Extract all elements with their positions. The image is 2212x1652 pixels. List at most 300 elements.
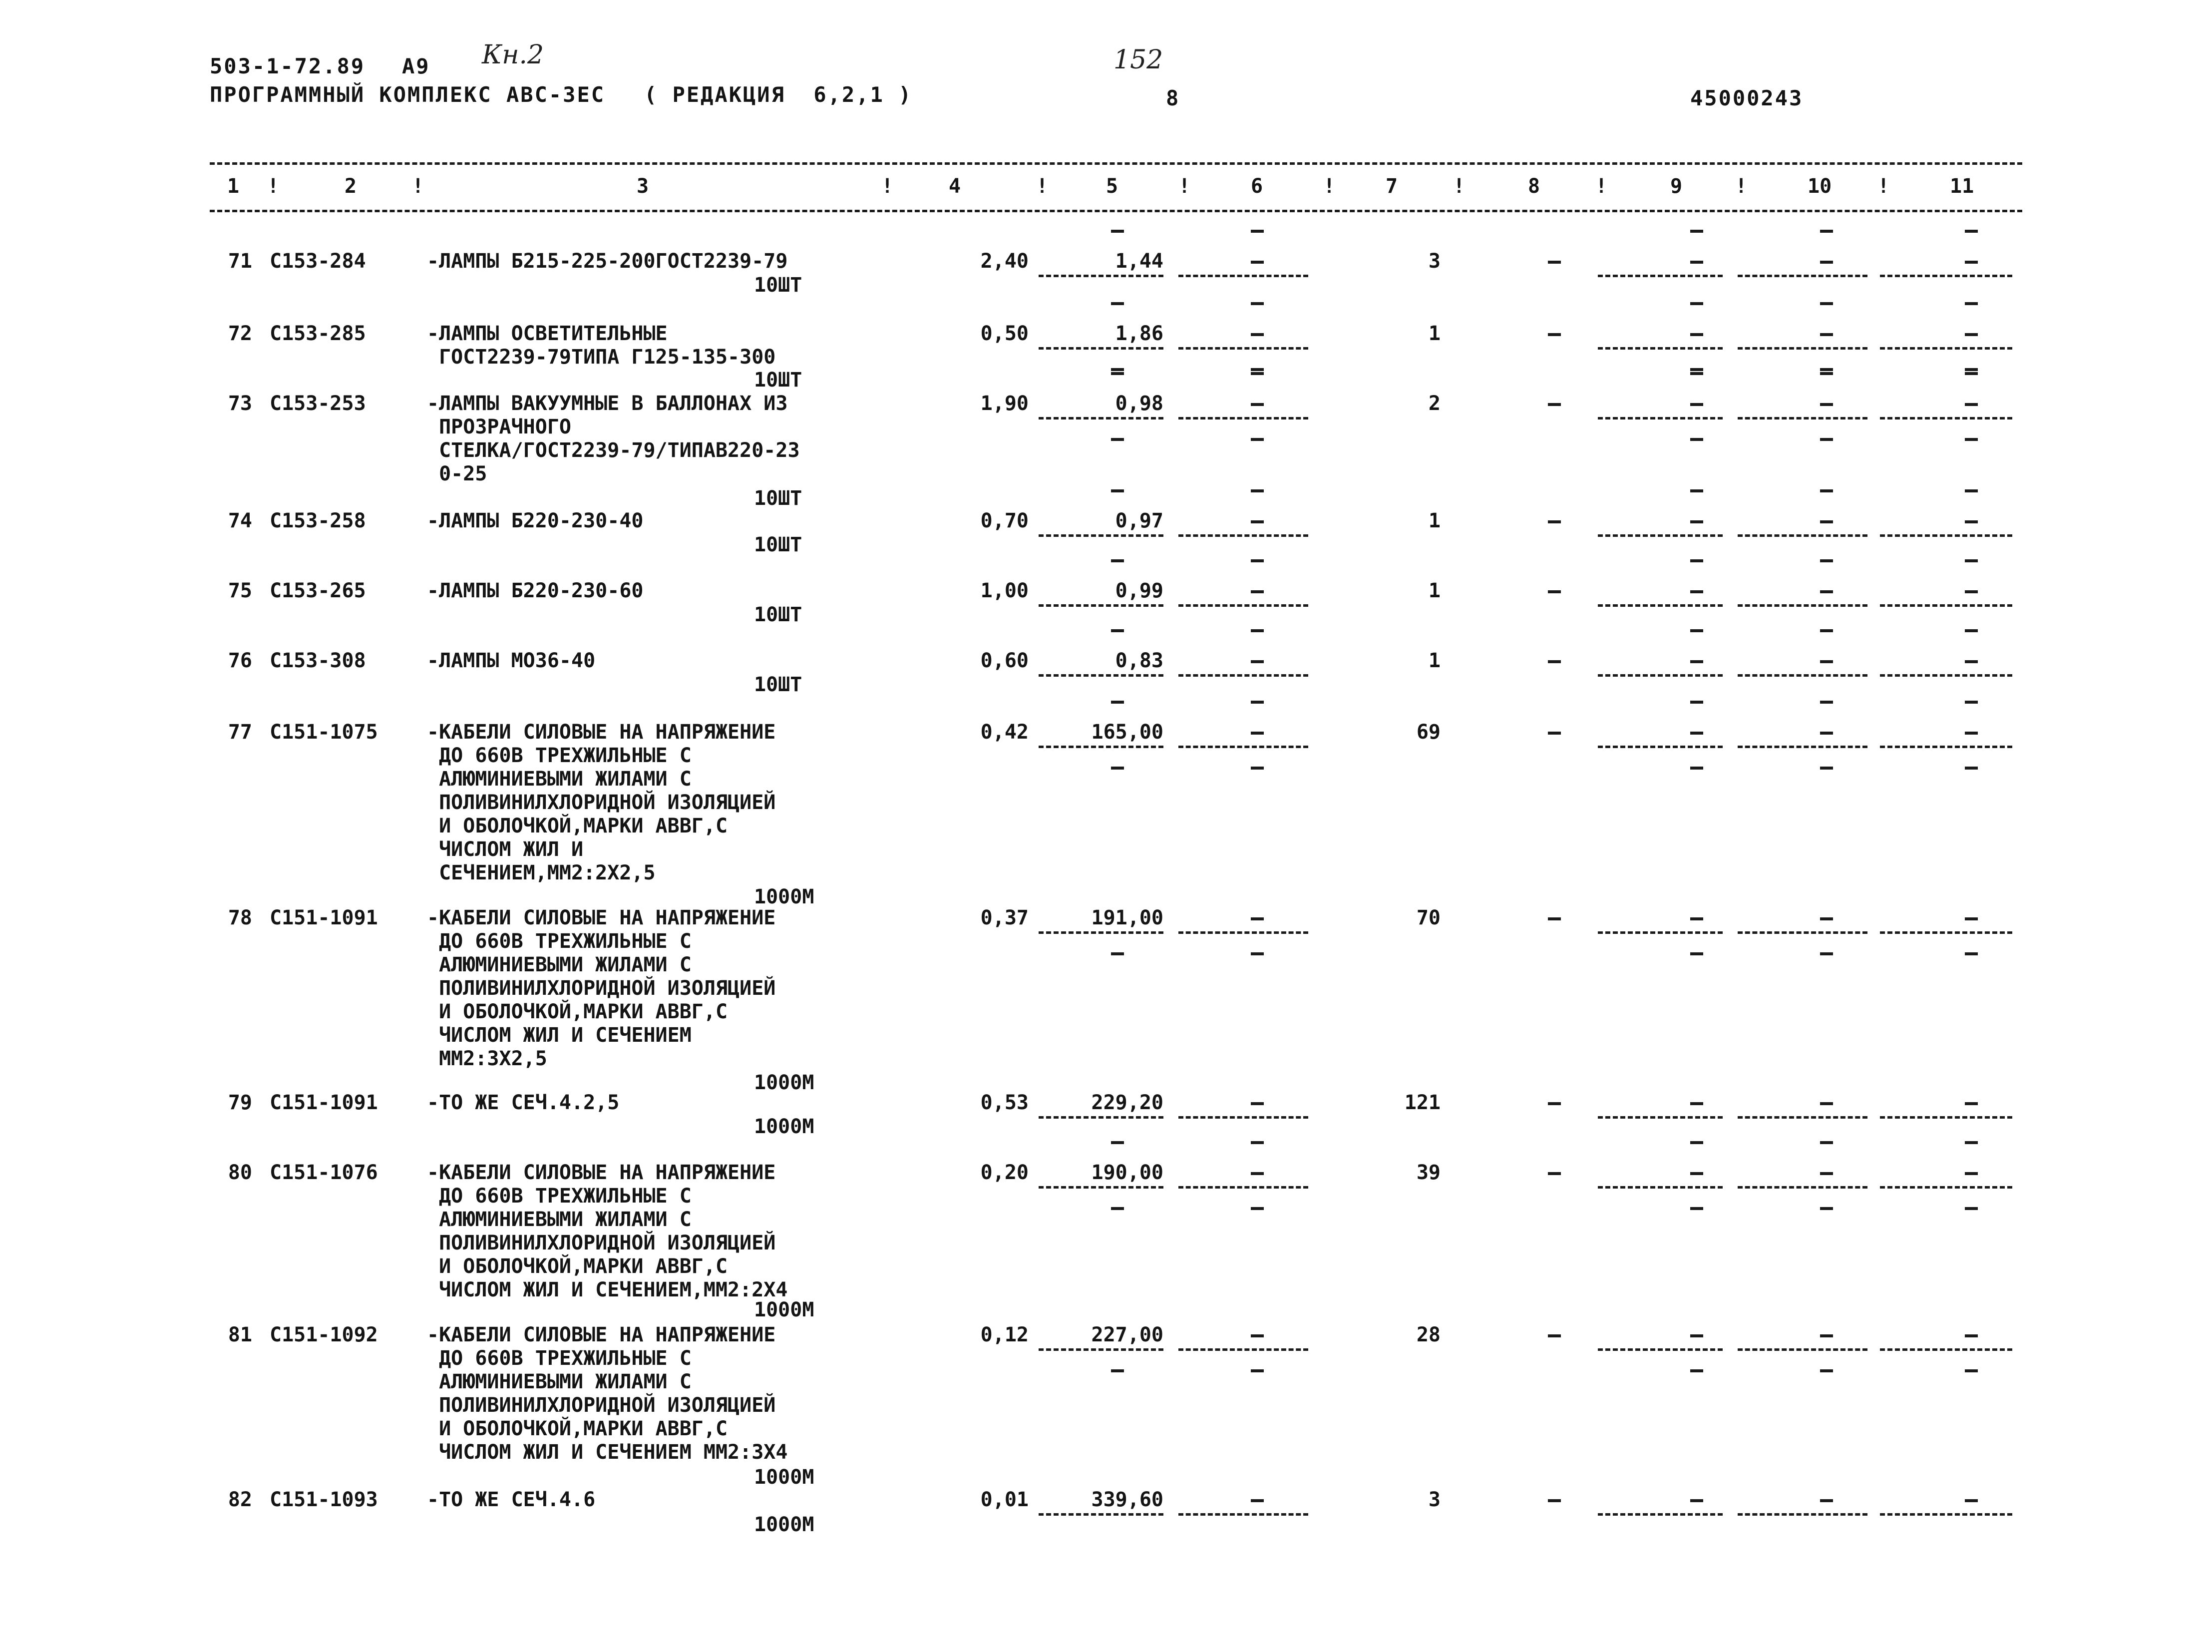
empty-value-dash bbox=[1548, 520, 1561, 523]
column-separator: ! bbox=[267, 175, 280, 198]
empty-value-dash bbox=[1251, 1499, 1264, 1502]
empty-value-dash bbox=[1965, 629, 1978, 632]
empty-value-dash bbox=[1251, 660, 1264, 663]
empty-value-dash bbox=[1251, 261, 1264, 264]
row-description: -ЛАМПЫ ВАКУУМНЫЕ В БАЛЛОНАХ ИЗ ПРОЗРАЧНОГО СТЕЛКА/ГОСТ2239-79/ТИПАВ220-23 0-25 bbox=[427, 392, 800, 485]
empty-value-dash bbox=[1251, 333, 1264, 336]
cell-underline bbox=[1178, 275, 1308, 277]
empty-value-dash bbox=[1111, 489, 1124, 492]
cell-underline bbox=[1880, 604, 2012, 607]
column-separator: ! bbox=[1735, 175, 1748, 198]
empty-value-dash bbox=[1690, 767, 1703, 770]
cell-underline bbox=[1039, 1348, 1163, 1351]
column-header-8: 8 bbox=[1528, 175, 1540, 198]
row-value-col4: 0,53 bbox=[980, 1091, 1029, 1114]
row-number: 76 bbox=[228, 649, 252, 672]
empty-value-dash bbox=[1251, 917, 1264, 920]
row-value-col5: 229,20 bbox=[1091, 1091, 1163, 1114]
cell-underline bbox=[1178, 1186, 1308, 1189]
empty-value-dash bbox=[1965, 403, 1978, 406]
empty-value-dash bbox=[1548, 660, 1561, 663]
empty-value-dash bbox=[1965, 559, 1978, 562]
cell-underline bbox=[1880, 931, 2012, 934]
empty-value-dash bbox=[1690, 1499, 1703, 1502]
empty-value-dash bbox=[1690, 629, 1703, 632]
empty-value-dash bbox=[1820, 1141, 1833, 1144]
empty-value-dash bbox=[1965, 372, 1978, 375]
row-unit: 10ШТ bbox=[754, 603, 802, 626]
row-number: 74 bbox=[228, 509, 252, 532]
column-separator: ! bbox=[1453, 175, 1466, 198]
row-value-col5: 1,86 bbox=[1115, 322, 1163, 345]
sheet-number: 8 bbox=[1166, 86, 1180, 110]
cell-underline bbox=[1598, 931, 1723, 934]
row-value-col4: 0,37 bbox=[980, 906, 1029, 929]
cell-underline bbox=[1598, 1186, 1723, 1189]
cell-underline bbox=[1039, 1186, 1163, 1189]
empty-value-dash bbox=[1690, 701, 1703, 704]
row-value-col7: 69 bbox=[1416, 721, 1441, 744]
empty-value-dash bbox=[1690, 1102, 1703, 1105]
empty-value-dash bbox=[1820, 1499, 1833, 1502]
empty-value-dash bbox=[1111, 952, 1124, 955]
cell-underline bbox=[1598, 417, 1723, 419]
cell-underline bbox=[1880, 275, 2012, 277]
empty-value-dash bbox=[1820, 1334, 1833, 1337]
doc-number: 45000243 bbox=[1690, 86, 1804, 110]
empty-value-dash bbox=[1251, 438, 1264, 441]
row-value-col5: 1,44 bbox=[1115, 250, 1163, 273]
row-value-col7: 1 bbox=[1428, 322, 1441, 345]
cell-underline bbox=[1880, 347, 2012, 350]
cell-underline bbox=[1880, 417, 2012, 419]
column-separator: ! bbox=[881, 175, 894, 198]
doc-code: 503-1-72.89 bbox=[210, 54, 366, 78]
empty-value-dash bbox=[1965, 1499, 1978, 1502]
cell-underline bbox=[1039, 1116, 1163, 1119]
cell-underline bbox=[1738, 417, 1867, 419]
empty-value-dash bbox=[1690, 1334, 1703, 1337]
row-description: -ЛАМПЫ МО36-40 bbox=[427, 649, 596, 672]
empty-value-dash bbox=[1251, 302, 1264, 305]
row-value-col7: 1 bbox=[1428, 649, 1441, 672]
row-code: С153-284 bbox=[270, 250, 366, 273]
empty-value-dash bbox=[1965, 590, 1978, 593]
cell-underline bbox=[1178, 931, 1308, 934]
row-value-col7: 3 bbox=[1428, 250, 1441, 273]
row-number: 78 bbox=[228, 906, 252, 929]
row-number: 75 bbox=[228, 579, 252, 602]
empty-value-dash bbox=[1820, 767, 1833, 770]
cell-underline bbox=[1598, 534, 1723, 537]
row-value-col5: 339,60 bbox=[1091, 1488, 1163, 1511]
row-code: С153-253 bbox=[270, 392, 366, 415]
cell-underline bbox=[1039, 275, 1163, 277]
cell-underline bbox=[1178, 1513, 1308, 1516]
empty-value-dash bbox=[1111, 1369, 1124, 1372]
cell-underline bbox=[1880, 534, 2012, 537]
cell-underline bbox=[1738, 674, 1867, 677]
empty-value-dash bbox=[1251, 1102, 1264, 1105]
cell-underline bbox=[1738, 347, 1867, 350]
cell-underline bbox=[1598, 1348, 1723, 1351]
row-value-col5: 0,98 bbox=[1115, 392, 1163, 415]
cell-underline bbox=[1039, 746, 1163, 748]
row-description: -ТО ЖЕ СЕЧ.4.6 bbox=[427, 1488, 596, 1511]
empty-value-dash bbox=[1690, 520, 1703, 523]
empty-value-dash bbox=[1548, 590, 1561, 593]
empty-value-dash bbox=[1690, 1369, 1703, 1372]
empty-value-dash bbox=[1690, 368, 1703, 371]
row-value-col4: 0,60 bbox=[980, 649, 1029, 672]
cell-underline bbox=[1880, 674, 2012, 677]
cell-underline bbox=[1738, 931, 1867, 934]
empty-value-dash bbox=[1690, 590, 1703, 593]
row-code: С151-1075 bbox=[270, 721, 378, 744]
empty-value-dash bbox=[1965, 1172, 1978, 1175]
cell-underline bbox=[1178, 746, 1308, 748]
column-separator: ! bbox=[1595, 175, 1608, 198]
empty-value-dash bbox=[1965, 1369, 1978, 1372]
empty-value-dash bbox=[1251, 1207, 1264, 1210]
empty-value-dash bbox=[1965, 438, 1978, 441]
empty-value-dash bbox=[1965, 732, 1978, 735]
empty-value-dash bbox=[1690, 1207, 1703, 1210]
empty-value-dash bbox=[1820, 1172, 1833, 1175]
cell-underline bbox=[1880, 1348, 2012, 1351]
row-unit: 10ШТ bbox=[754, 533, 802, 556]
row-code: С153-258 bbox=[270, 509, 366, 532]
row-code: С153-308 bbox=[270, 649, 366, 672]
empty-value-dash bbox=[1111, 701, 1124, 704]
row-unit: 1000М bbox=[754, 1115, 814, 1138]
row-code: С151-1076 bbox=[270, 1161, 378, 1184]
row-code: С153-265 bbox=[270, 579, 366, 602]
row-description: -КАБЕЛИ СИЛОВЫЕ НА НАПРЯЖЕНИЕ ДО 660В ТРЕХЖИЛЬНЫЕ С АЛЮМИНИЕВЫМИ ЖИЛАМИ С ПОЛИВИНИЛХЛОРИДНОЙ ИЗОЛЯЦИЕЙ И ОБОЛОЧКОЙ,МАРКИ АВВГ,С ЧИСЛОМ ЖИЛ И СЕЧЕНИЕМ,ММ2:2Х4 bbox=[427, 1161, 788, 1301]
empty-value-dash bbox=[1548, 1102, 1561, 1105]
row-description: -ЛАМПЫ ОСВЕТИТЕЛЬНЫЕ ГОСТ2239-79ТИПА Г125-135-300 bbox=[427, 322, 776, 369]
row-unit: 1000М bbox=[754, 1513, 814, 1536]
row-value-col5: 191,00 bbox=[1091, 906, 1163, 929]
cell-underline bbox=[1178, 347, 1308, 350]
empty-value-dash bbox=[1251, 952, 1264, 955]
empty-value-dash bbox=[1965, 1334, 1978, 1337]
empty-value-dash bbox=[1690, 1172, 1703, 1175]
empty-value-dash bbox=[1820, 590, 1833, 593]
row-description: -КАБЕЛИ СИЛОВЫЕ НА НАПРЯЖЕНИЕ ДО 660В ТРЕХЖИЛЬНЫЕ С АЛЮМИНИЕВЫМИ ЖИЛАМИ С ПОЛИВИНИЛХЛОРИДНОЙ ИЗОЛЯЦИЕЙ И ОБОЛОЧКОЙ,МАРКИ АВВГ,С ЧИСЛОМ ЖИЛ И СЕЧЕНИЕМ ММ2:3Х2,5 bbox=[427, 906, 776, 1070]
empty-value-dash bbox=[1111, 230, 1124, 233]
empty-value-dash bbox=[1965, 767, 1978, 770]
cell-underline bbox=[1738, 1186, 1867, 1189]
cell-underline bbox=[1039, 417, 1163, 419]
empty-value-dash bbox=[1820, 372, 1833, 375]
cell-underline bbox=[1178, 534, 1308, 537]
empty-value-dash bbox=[1820, 1207, 1833, 1210]
empty-value-dash bbox=[1548, 732, 1561, 735]
empty-value-dash bbox=[1690, 952, 1703, 955]
empty-value-dash bbox=[1690, 489, 1703, 492]
empty-value-dash bbox=[1820, 230, 1833, 233]
empty-value-dash bbox=[1820, 368, 1833, 371]
row-code: С151-1092 bbox=[270, 1323, 378, 1346]
column-header-4: 4 bbox=[949, 175, 961, 198]
cell-underline bbox=[1598, 347, 1723, 350]
column-separator: ! bbox=[1036, 175, 1049, 198]
cell-underline bbox=[1039, 674, 1163, 677]
empty-value-dash bbox=[1251, 1172, 1264, 1175]
empty-value-dash bbox=[1690, 438, 1703, 441]
empty-value-dash bbox=[1690, 660, 1703, 663]
empty-value-dash bbox=[1965, 368, 1978, 371]
empty-value-dash bbox=[1111, 302, 1124, 305]
cell-underline bbox=[1598, 604, 1723, 607]
empty-value-dash bbox=[1251, 1369, 1264, 1372]
empty-value-dash bbox=[1111, 767, 1124, 770]
cell-underline bbox=[1178, 674, 1308, 677]
empty-value-dash bbox=[1690, 302, 1703, 305]
empty-value-dash bbox=[1965, 489, 1978, 492]
empty-value-dash bbox=[1251, 368, 1264, 371]
column-header-11: 11 bbox=[1950, 175, 1974, 198]
edition-label: ( РЕДАКЦИЯ 6,2,1 ) bbox=[644, 82, 913, 107]
row-value-col4: 0,50 bbox=[980, 322, 1029, 345]
empty-value-dash bbox=[1111, 629, 1124, 632]
cell-underline bbox=[1039, 604, 1163, 607]
cell-underline bbox=[1738, 604, 1867, 607]
empty-value-dash bbox=[1111, 368, 1124, 371]
row-value-col5: 0,97 bbox=[1115, 509, 1163, 532]
column-header-3: 3 bbox=[637, 175, 649, 198]
cell-underline bbox=[1178, 1116, 1308, 1119]
empty-value-dash bbox=[1820, 403, 1833, 406]
row-value-col7: 28 bbox=[1416, 1323, 1441, 1346]
empty-value-dash bbox=[1251, 1141, 1264, 1144]
row-code: С151-1093 bbox=[270, 1488, 378, 1511]
row-code: С153-285 bbox=[270, 322, 366, 345]
empty-value-dash bbox=[1820, 302, 1833, 305]
empty-value-dash bbox=[1690, 403, 1703, 406]
row-value-col4: 0,70 bbox=[980, 509, 1029, 532]
empty-value-dash bbox=[1820, 952, 1833, 955]
empty-value-dash bbox=[1548, 261, 1561, 264]
empty-value-dash bbox=[1820, 261, 1833, 264]
row-description: -ТО ЖЕ СЕЧ.4.2,5 bbox=[427, 1091, 620, 1114]
row-description: -ЛАМПЫ Б215-225-200ГОСТ2239-79 bbox=[427, 250, 788, 273]
empty-value-dash bbox=[1690, 732, 1703, 735]
row-code: С151-1091 bbox=[270, 906, 378, 929]
column-header-10: 10 bbox=[1808, 175, 1832, 198]
empty-value-dash bbox=[1251, 372, 1264, 375]
empty-value-dash bbox=[1690, 917, 1703, 920]
row-number: 72 bbox=[228, 322, 252, 345]
empty-value-dash bbox=[1251, 1334, 1264, 1337]
empty-value-dash bbox=[1548, 1499, 1561, 1502]
row-number: 71 bbox=[228, 250, 252, 273]
row-value-col7: 39 bbox=[1416, 1161, 1441, 1184]
row-value-col4: 0,20 bbox=[980, 1161, 1029, 1184]
column-separator: ! bbox=[1323, 175, 1336, 198]
row-code: С151-1091 bbox=[270, 1091, 378, 1114]
row-number: 79 bbox=[228, 1091, 252, 1114]
empty-value-dash bbox=[1111, 1207, 1124, 1210]
cell-underline bbox=[1738, 746, 1867, 748]
column-header-9: 9 bbox=[1670, 175, 1683, 198]
cell-underline bbox=[1039, 347, 1163, 350]
table-top-rule bbox=[210, 162, 2022, 165]
row-number: 73 bbox=[228, 392, 252, 415]
empty-value-dash bbox=[1111, 1141, 1124, 1144]
empty-value-dash bbox=[1965, 660, 1978, 663]
empty-value-dash bbox=[1820, 701, 1833, 704]
empty-value-dash bbox=[1965, 1141, 1978, 1144]
cell-underline bbox=[1039, 931, 1163, 934]
cell-underline bbox=[1598, 275, 1723, 277]
cell-underline bbox=[1598, 1513, 1723, 1516]
cell-underline bbox=[1880, 746, 2012, 748]
empty-value-dash bbox=[1965, 952, 1978, 955]
row-value-col4: 1,00 bbox=[980, 579, 1029, 602]
cell-underline bbox=[1178, 417, 1308, 419]
cell-underline bbox=[1738, 1513, 1867, 1516]
empty-value-dash bbox=[1965, 230, 1978, 233]
album-label: А9 bbox=[402, 54, 430, 78]
cell-underline bbox=[1598, 746, 1723, 748]
row-unit: 10ШТ bbox=[754, 274, 802, 297]
empty-value-dash bbox=[1820, 917, 1833, 920]
row-value-col5: 190,00 bbox=[1091, 1161, 1163, 1184]
cell-underline bbox=[1738, 534, 1867, 537]
cell-underline bbox=[1880, 1186, 2012, 1189]
empty-value-dash bbox=[1820, 489, 1833, 492]
empty-value-dash bbox=[1690, 372, 1703, 375]
column-separator: ! bbox=[1178, 175, 1191, 198]
empty-value-dash bbox=[1965, 1207, 1978, 1210]
row-unit: 10ШТ bbox=[754, 673, 802, 696]
empty-value-dash bbox=[1820, 559, 1833, 562]
row-value-col4: 0,01 bbox=[980, 1488, 1029, 1511]
cell-underline bbox=[1738, 1116, 1867, 1119]
empty-value-dash bbox=[1690, 1141, 1703, 1144]
empty-value-dash bbox=[1690, 230, 1703, 233]
row-number: 81 bbox=[228, 1323, 252, 1346]
empty-value-dash bbox=[1965, 917, 1978, 920]
empty-value-dash bbox=[1965, 261, 1978, 264]
row-value-col4: 1,90 bbox=[980, 392, 1029, 415]
row-description: -КАБЕЛИ СИЛОВЫЕ НА НАПРЯЖЕНИЕ ДО 660В ТРЕХЖИЛЬНЫЕ С АЛЮМИНИЕВЫМИ ЖИЛАМИ С ПОЛИВИНИЛХЛОРИДНОЙ ИЗОЛЯЦИЕЙ И ОБОЛОЧКОЙ,МАРКИ АВВГ,С ЧИСЛОМ ЖИЛ И СЕЧЕНИЕМ ММ2:3Х4 bbox=[427, 1323, 788, 1464]
row-unit: 1000М bbox=[754, 1466, 814, 1489]
table-header-rule bbox=[210, 210, 2022, 212]
row-unit: 1000М bbox=[754, 1071, 814, 1094]
empty-value-dash bbox=[1548, 1334, 1561, 1337]
empty-value-dash bbox=[1820, 660, 1833, 663]
book-label: Кн.2 bbox=[482, 40, 544, 70]
empty-value-dash bbox=[1111, 438, 1124, 441]
empty-value-dash bbox=[1820, 520, 1833, 523]
empty-value-dash bbox=[1251, 559, 1264, 562]
empty-value-dash bbox=[1690, 333, 1703, 336]
column-header-7: 7 bbox=[1386, 175, 1398, 198]
row-value-col7: 70 bbox=[1416, 906, 1441, 929]
row-value-col5: 165,00 bbox=[1091, 721, 1163, 744]
empty-value-dash bbox=[1820, 1102, 1833, 1105]
row-unit: 10ШТ bbox=[754, 487, 802, 510]
row-unit: 1000М bbox=[754, 885, 814, 908]
column-separator: ! bbox=[412, 175, 424, 198]
empty-value-dash bbox=[1251, 590, 1264, 593]
empty-value-dash bbox=[1548, 403, 1561, 406]
column-separator: ! bbox=[1877, 175, 1890, 198]
row-description: -ЛАМПЫ Б220-230-40 bbox=[427, 509, 644, 532]
empty-value-dash bbox=[1111, 559, 1124, 562]
empty-value-dash bbox=[1251, 701, 1264, 704]
row-number: 80 bbox=[228, 1161, 252, 1184]
cell-underline bbox=[1178, 604, 1308, 607]
empty-value-dash bbox=[1548, 917, 1561, 920]
cell-underline bbox=[1738, 1348, 1867, 1351]
column-header-5: 5 bbox=[1106, 175, 1118, 198]
row-value-col7: 1 bbox=[1428, 509, 1441, 532]
empty-value-dash bbox=[1820, 732, 1833, 735]
row-value-col7: 2 bbox=[1428, 392, 1441, 415]
empty-value-dash bbox=[1548, 1172, 1561, 1175]
empty-value-dash bbox=[1251, 767, 1264, 770]
empty-value-dash bbox=[1548, 333, 1561, 336]
row-unit: 10ШТ bbox=[754, 369, 802, 392]
row-value-col5: 0,83 bbox=[1115, 649, 1163, 672]
row-value-col4: 0,12 bbox=[980, 1323, 1029, 1346]
row-number: 82 bbox=[228, 1488, 252, 1511]
column-header-1: 1 bbox=[227, 175, 240, 198]
empty-value-dash bbox=[1820, 629, 1833, 632]
empty-value-dash bbox=[1965, 701, 1978, 704]
cell-underline bbox=[1880, 1513, 2012, 1516]
column-header-6: 6 bbox=[1251, 175, 1263, 198]
empty-value-dash bbox=[1820, 438, 1833, 441]
row-value-col4: 0,42 bbox=[980, 721, 1029, 744]
empty-value-dash bbox=[1111, 372, 1124, 375]
cell-underline bbox=[1738, 275, 1867, 277]
row-number: 77 bbox=[228, 721, 252, 744]
empty-value-dash bbox=[1251, 520, 1264, 523]
empty-value-dash bbox=[1251, 489, 1264, 492]
row-value-col4: 2,40 bbox=[980, 250, 1029, 273]
empty-value-dash bbox=[1965, 333, 1978, 336]
cell-underline bbox=[1039, 1513, 1163, 1516]
row-value-col7: 1 bbox=[1428, 579, 1441, 602]
row-unit: 1000М bbox=[754, 1298, 814, 1321]
row-value-col7: 121 bbox=[1404, 1091, 1441, 1114]
page-number-handwritten: 152 bbox=[1113, 45, 1163, 75]
row-value-col5: 0,99 bbox=[1115, 579, 1163, 602]
empty-value-dash bbox=[1251, 629, 1264, 632]
program-title: ПРОГРАММНЫЙ КОМПЛЕКС АВС-3ЕС bbox=[210, 82, 606, 107]
empty-value-dash bbox=[1690, 559, 1703, 562]
empty-value-dash bbox=[1820, 333, 1833, 336]
empty-value-dash bbox=[1820, 1369, 1833, 1372]
column-header-2: 2 bbox=[345, 175, 357, 198]
cell-underline bbox=[1039, 534, 1163, 537]
row-value-col5: 227,00 bbox=[1091, 1323, 1163, 1346]
cell-underline bbox=[1598, 674, 1723, 677]
cell-underline bbox=[1598, 1116, 1723, 1119]
empty-value-dash bbox=[1251, 230, 1264, 233]
empty-value-dash bbox=[1251, 403, 1264, 406]
empty-value-dash bbox=[1965, 520, 1978, 523]
row-value-col7: 3 bbox=[1428, 1488, 1441, 1511]
row-description: -ЛАМПЫ Б220-230-60 bbox=[427, 579, 644, 602]
cell-underline bbox=[1880, 1116, 2012, 1119]
row-description: -КАБЕЛИ СИЛОВЫЕ НА НАПРЯЖЕНИЕ ДО 660В ТРЕХЖИЛЬНЫЕ С АЛЮМИНИЕВЫМИ ЖИЛАМИ С ПОЛИВИНИЛХЛОРИДНОЙ ИЗОЛЯЦИЕЙ И ОБОЛОЧКОЙ,МАРКИ АВВГ,С ЧИСЛОМ ЖИЛ И СЕЧЕНИЕМ,ММ2:2Х2,5 bbox=[427, 721, 776, 884]
